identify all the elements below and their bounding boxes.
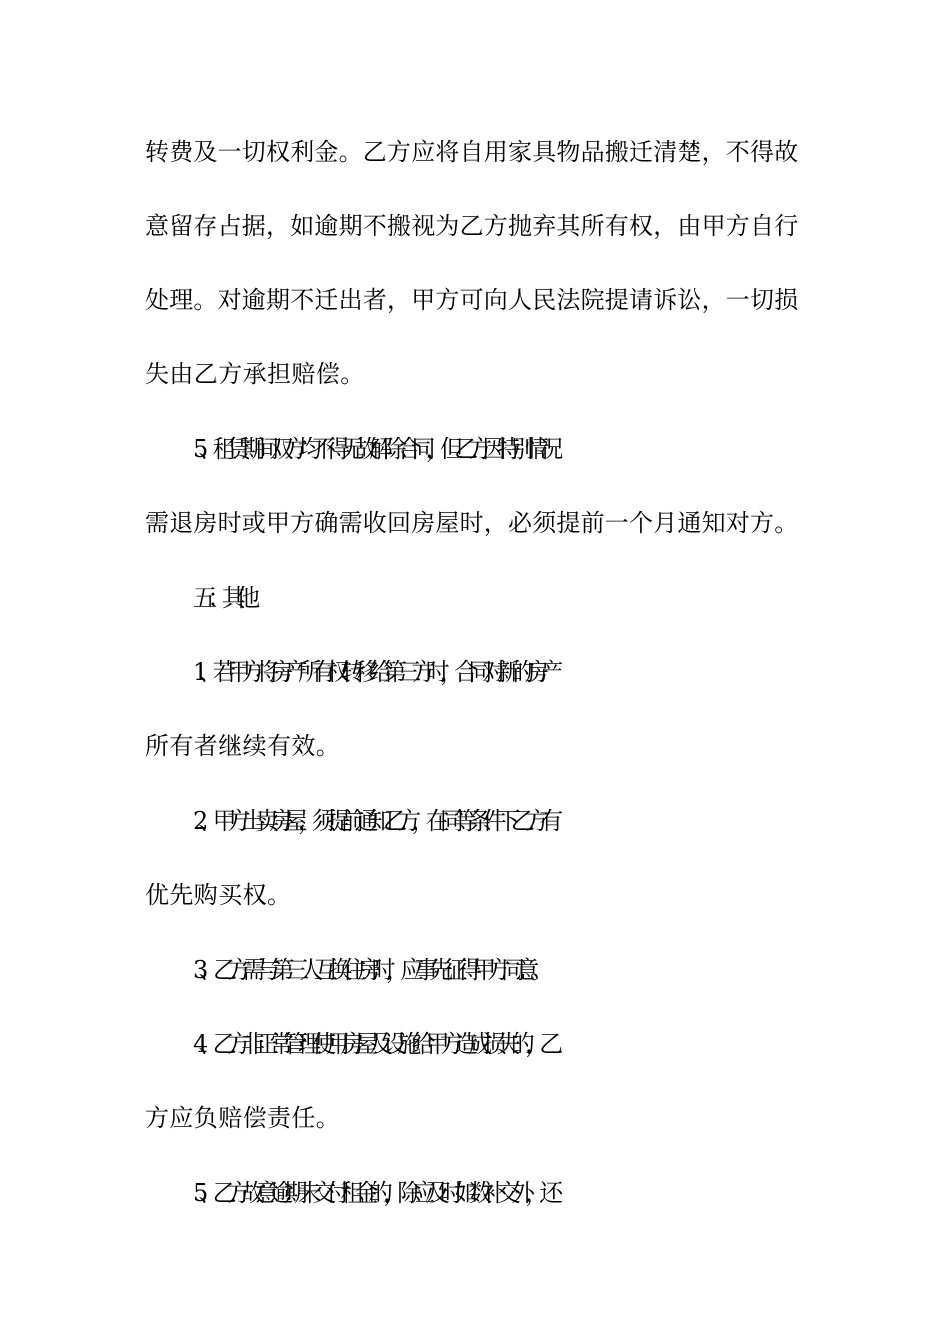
other-clause-2-line-2: 优先购买权。	[145, 881, 292, 909]
section-heading-other: 五：其他	[193, 584, 251, 612]
other-clause-4-line-2: 方应负赔偿责任。	[145, 1104, 341, 1132]
text-line-2: 意留存占据，如逾期不搬视为乙方抛弃其所有权，由甲方自行	[145, 212, 799, 240]
other-clause-1-line-1: 1、若甲方将房产所有权转移给第三方时，合同对新的房产	[193, 658, 554, 686]
other-clause-2-line-1: 2、甲方出卖房屋，须提前通知乙方，在同等条件下乙方有	[193, 807, 554, 835]
text-line-1: 转费及一切权利金。乙方应将自用家具物品搬迁清楚，不得故	[145, 138, 799, 166]
other-clause-3: 3、乙方需与第三人互换住房时，应事先征得甲方同意。	[193, 956, 545, 984]
clause-5-line-2: 需退房时或甲方确需收回房屋时，必须提前一个月通知对方。	[145, 509, 799, 537]
text-line-4: 失由乙方承担赔偿。	[145, 360, 365, 388]
other-clause-4-line-1: 4、乙方非正常管理使用房屋及设施给甲方造成损失的，乙	[193, 1030, 554, 1058]
text-line-3: 处理。对逾期不迁出者，甲方可向人民法院提请诉讼，一切损	[145, 286, 799, 314]
other-clause-1-line-2: 所有者继续有效。	[145, 732, 341, 760]
clause-5-line-1: 5、租赁期间双方均不得无故解除合同，但乙方因特别情况	[193, 435, 554, 463]
other-clause-5-line-1: 5、乙方故意逾期未交付租金的，除应及时如数补交外，还	[193, 1179, 554, 1207]
